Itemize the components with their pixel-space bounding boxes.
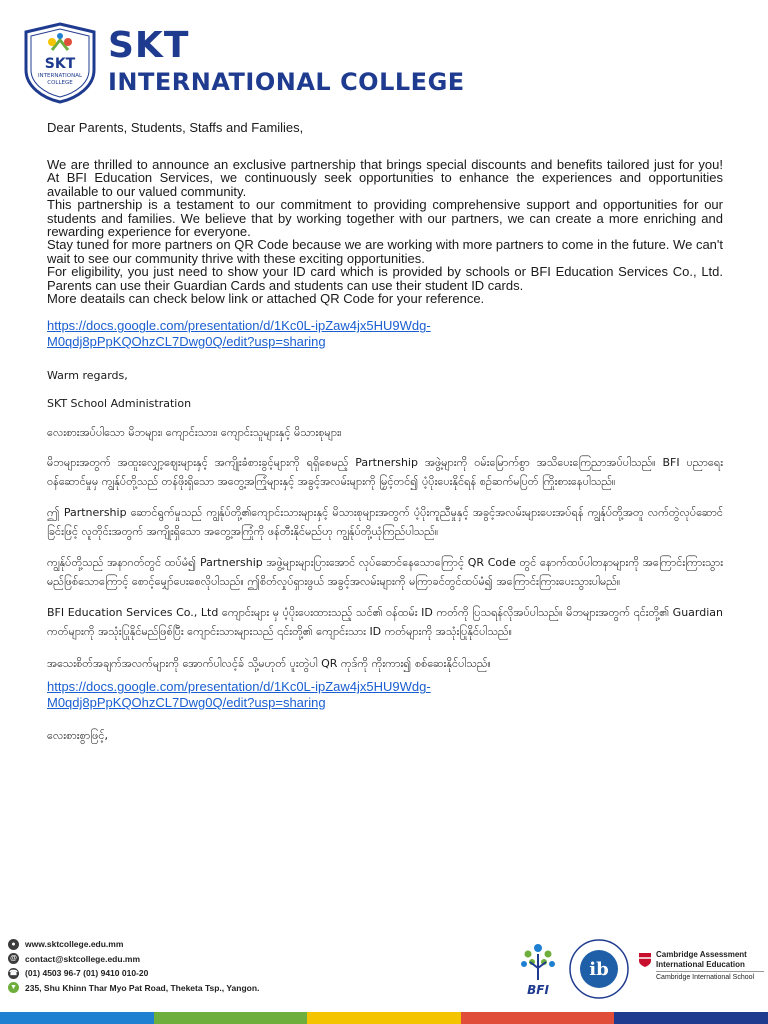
cambridge-divider (656, 971, 764, 972)
contact-email (8, 952, 259, 967)
location-pin-icon: ▼ (8, 982, 19, 993)
email-text[interactable]: contact@sktcollege.edu.mm (25, 953, 141, 964)
warm-regards: Warm regards, (47, 369, 128, 383)
mm-paragraph-4: BFI Education Services Co., Ltd ကျောင်းများ မှ ပံ့ပိုးပေးထားသည့် သင်၏ ဝန်ထမ်း ID ကတ်ကို ပြသရန်လိုအပ်ပါသည်။ မိဘများအတွက် ၎င်းတို့၏ Guardian ကတ်များကို အသုံးပြုနိုင်မည်ဖြစ်ပြီး ကျောင်းသားများသည် ၎င်းတို့၏ ကျောင်းသား ID ကတ်များကို အသုံးပြုနိုင်ပါသည်။ (47, 605, 723, 639)
contact-website (8, 937, 259, 952)
link-line-1[interactable]: https://docs.google.com/presentation/d/1Kc0L-ipZaw4jx5HU9Wdg- (47, 318, 431, 334)
phone-icon: ☎ (8, 968, 19, 979)
signature-admin: SKT School Administration (47, 397, 192, 411)
website-text[interactable]: www.sktcollege.edu.mm (25, 939, 124, 950)
brand-college: INTERNATIONAL COLLEGE (108, 68, 465, 96)
link2-line-1[interactable]: https://docs.google.com/presentation/d/1Kc0L-ipZaw4jx5HU9Wdg- (47, 679, 431, 695)
college-name (108, 26, 465, 98)
contact-address (8, 981, 259, 996)
link2-line-2[interactable]: M0qdj8pPpKQOhzCL7Dwg0Q/edit?usp=sharing (47, 694, 326, 710)
ib-world-school-logo (568, 938, 630, 1000)
bfi-logo (514, 936, 562, 998)
announcement-paragraph (47, 158, 723, 305)
contact-list (8, 937, 259, 995)
mm-paragraph-5: အသေးစိတ်အချက်အလက်များကို အောက်ပါလင့်ခ် သို့မဟုတ် ပူးတွဲပါ QR ကုဒ်ကို ကိုးကား၍ စစ်ဆေးနိုင်ပါသည်။ (47, 656, 491, 670)
mail-icon: @ (8, 953, 19, 964)
contact-phone (8, 966, 259, 981)
paragraph-1: We are thrilled to announce an exclusive partnership that brings special discounts and benefits tailored just for you! At BFI Education Services, we continuously seek opportunities to enhance the experiences and opportunities available to our valued community. (47, 157, 723, 199)
stripe-segment (0, 1012, 154, 1024)
svg-text:SKT: SKT (44, 56, 76, 72)
mm-salutation: လေးစားအပ်ပါသော မိဘများ၊ ကျောင်းသား၊ ကျောင်းသူများနှင့် မိသားစုများ၊ (47, 426, 342, 440)
presentation-link-2[interactable] (47, 679, 723, 710)
letterhead (22, 22, 742, 106)
cambridge-line-3: Cambridge International School (656, 974, 755, 981)
mm-paragraph-3: ကျွန်ုပ်တို့သည် အနာဂတ်တွင် ထပ်မံ၍ Partnership အဖွဲ့များများပြားအောင် လုပ်ဆောင်နေသောကြောင့် QR Code တွင် နောက်ထပ်ပါတနာများကို အကြောင်းကြားသွားမည်ဖြစ်သောကြောင့် စောင့်မျှော်ပေးစေလိုပါသည်။ ဤစိတ်လှုပ်ရှားဖွယ် အခွင့်အလမ်းများကို မကြာခင်တွင်ထပ်မံ၍ အကြောင်းကြားပေးသွားပါမည်။ (47, 555, 723, 589)
phone-text: (01) 4503 96-7 (01) 9410 010-20 (25, 968, 149, 979)
stripe-segment (461, 1012, 615, 1024)
cambridge-line-2: International Education (656, 960, 745, 969)
cambridge-crest-icon (638, 952, 652, 968)
presentation-link[interactable] (47, 318, 723, 349)
stripe-segment (614, 1012, 768, 1024)
brand-skt: SKT (108, 25, 190, 66)
svg-text:ib: ib (589, 959, 609, 980)
paragraph-3: Stay tuned for more partners on QR Code because we are working with more partners to come in the future. We can't wait to see our community thrive with these exciting opportunities. (47, 237, 723, 266)
color-stripe (0, 1012, 768, 1024)
link-line-2[interactable]: M0qdj8pPpKQOhzCL7Dwg0Q/edit?usp=sharing (47, 333, 326, 349)
mm-sign-off: လေးစားစွာဖြင့်, (47, 729, 109, 743)
mm-paragraph-1: မိဘများအတွက် အထူးလျှော့ဈေးများနှင့် အကျိုးခံစားခွင့်များကို ရရှိစေမည့် Partnership အဖွဲ့များကို ဝမ်းမြောက်စွာ အသိပေးကြေညာအပ်ပါသည်။ BFI ပညာရေးဝန်ဆောင်မှုမှ ကျွန်ုပ်တို့သည် တန်ဖိုးရှိသော အတွေ့အကြုံများနှင့် အခွင့်အလမ်းများကို မြှင့်တင်၍ ပံ့ပိုးပေးနိုင်ရန် စဉ်ဆက်မပြတ် ကြိုးစားနေပါသည်။ (47, 455, 723, 489)
cambridge-line-1: Cambridge Assessment (656, 950, 747, 959)
mm-paragraph-2: ဤ Partnership ဆောင်ရွက်မှုသည် ကျွန်ုပ်တို့၏ကျောင်းသားများနှင့် မိသားစုများအတွက် ပံ့ပိုးကူညီမှုနှင့် အခွင့်အလမ်းများပေးအပ်ရန် ကျွန်ုပ်တို့အတူ လက်တွဲလုပ်ဆောင်ခြင်းဖြင့် လူတိုင်းအတွက် အကျိုးရှိသော အတွေ့အကြုံကို ဖန်တီးနိုင်မည်ဟု ကျွန်ုပ်တို့ယုံကြည်ပါသည်။ (47, 505, 723, 539)
footer (0, 932, 768, 1024)
globe-icon: ● (8, 939, 19, 950)
address-text: 235, Shu Khinn Thar Myo Pat Road, Theketa Tsp., Yangon. (25, 982, 260, 993)
paragraph-4: For eligibility, you just need to show your ID card which is provided by schools or BFI Education Services Co., Ltd. Parents can use their Guardian Cards and students can use their student ID cards. (47, 264, 723, 293)
paragraph-5: More deatails can check below link or attached QR Code for your reference. (47, 291, 485, 307)
skt-crest-logo (22, 22, 98, 104)
svg-text:BFI: BFI (527, 983, 549, 997)
partner-logos (514, 936, 764, 1000)
cambridge-logo (638, 950, 768, 990)
stripe-segment (307, 1012, 461, 1024)
svg-text:COLLEGE: COLLEGE (47, 80, 73, 86)
greeting: Dear Parents, Students, Staffs and Families, (47, 120, 304, 135)
letter-body (47, 120, 723, 746)
stripe-segment (154, 1012, 308, 1024)
paragraph-2: This partnership is a testament to our commitment to providing comprehensive support and opportunities for our students and families. We believe that by working together with our partners, we can create a more enriching and rewarding experience for everyone. (47, 197, 723, 240)
svg-text:INTERNATIONAL: INTERNATIONAL (37, 73, 83, 79)
